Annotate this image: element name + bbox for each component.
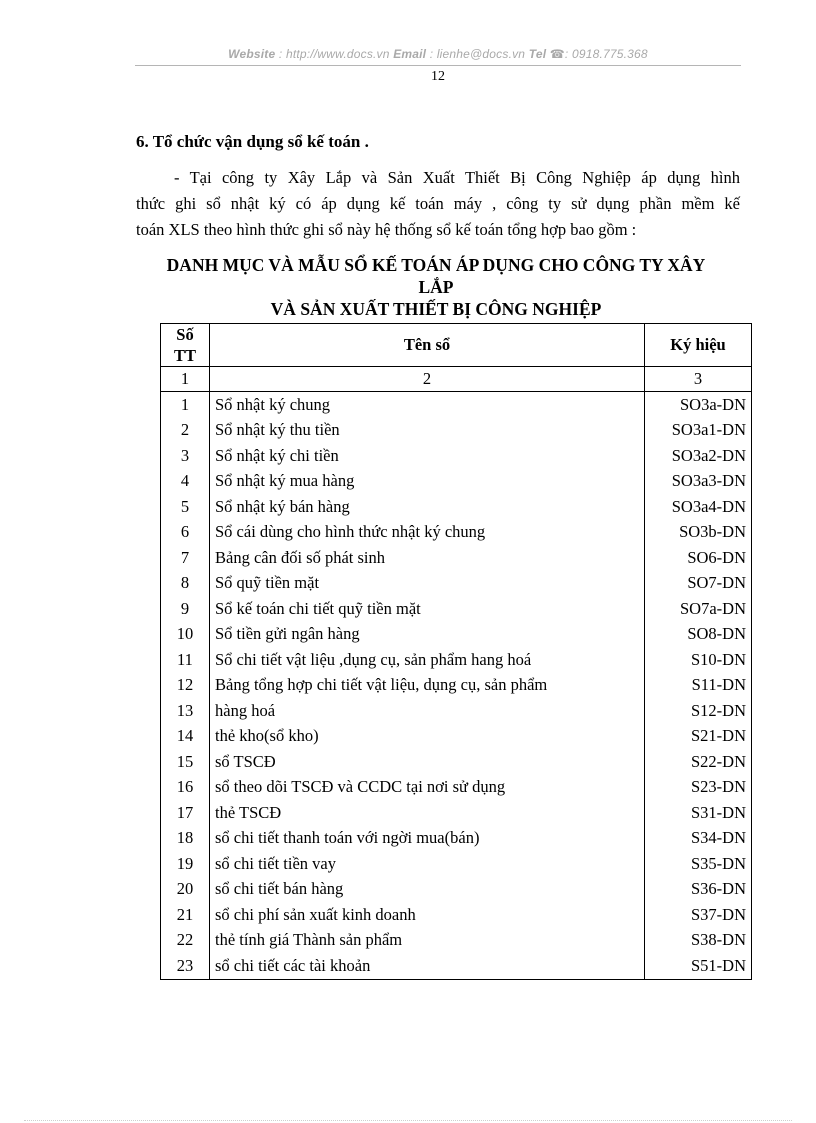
table-row	[161, 928, 752, 954]
catalog-title-line: VÀ SẢN XUẤT THIẾT BỊ CÔNG NGHIỆP	[270, 299, 602, 319]
column-index-cell: 1	[161, 367, 210, 392]
ledger-code-cell: S38-DN	[645, 928, 752, 954]
table-row	[161, 775, 752, 801]
tel-label: Tel	[528, 47, 547, 61]
ledger-name-cell: Sổ chi tiết vật liệu ,dụng cụ, sản phẩm hang hoá	[210, 647, 645, 673]
ledger-name-cell: Sổ cái dùng cho hình thức nhật ký chung	[210, 520, 645, 546]
header-divider	[135, 65, 741, 66]
ledger-code-cell: S10-DN	[645, 647, 752, 673]
page-header	[135, 47, 741, 61]
ledger-name-cell: thẻ TSCĐ	[210, 800, 645, 826]
ledger-name-cell: sổ chi phí sản xuất kinh doanh	[210, 902, 645, 928]
row-number-cell: 10	[161, 622, 210, 648]
ledger-name-cell: sổ TSCĐ	[210, 749, 645, 775]
ledger-name-cell: Sổ quỹ tiền mặt	[210, 571, 645, 597]
row-number-cell: 2	[161, 418, 210, 444]
ledger-code-cell: SO3a1-DN	[645, 418, 752, 444]
table-row	[161, 443, 752, 469]
ledger-name-cell: sổ chi tiết bán hàng	[210, 877, 645, 903]
row-number-cell: 16	[161, 775, 210, 801]
ledger-code-cell: SO7a-DN	[645, 596, 752, 622]
ledger-code-cell: S21-DN	[645, 724, 752, 750]
row-number-cell: 9	[161, 596, 210, 622]
row-number-cell: 12	[161, 673, 210, 699]
column-index-cell: 3	[645, 367, 752, 392]
row-number-cell: 6	[161, 520, 210, 546]
ledger-name-cell: Bảng cân đối số phát sinh	[210, 545, 645, 571]
footer-divider	[24, 1120, 792, 1121]
ledger-code-cell: SO7-DN	[645, 571, 752, 597]
table-row	[161, 800, 752, 826]
table-body	[161, 367, 752, 980]
ledger-code-cell: SO8-DN	[645, 622, 752, 648]
email-value: : lienhe@docs.vn	[429, 47, 526, 61]
ledger-name-cell: Sổ tiền gửi ngân hàng	[210, 622, 645, 648]
column-header-name: Tên sổ	[210, 324, 645, 367]
section-title: 6. Tổ chức vận dụng sổ kế toán .	[136, 132, 369, 151]
table-row	[161, 698, 752, 724]
row-number-cell: 4	[161, 469, 210, 495]
ledger-code-cell: S36-DN	[645, 877, 752, 903]
paragraph-line: - Tại công ty Xây Lắp và Sản Xuất Thiết Bị Công Nghiệp áp dụng hình	[174, 168, 740, 187]
row-number-cell: 14	[161, 724, 210, 750]
ledger-code-cell: S34-DN	[645, 826, 752, 852]
tel-value: ☎: 0918.775.368	[549, 47, 648, 61]
ledger-code-cell: S51-DN	[645, 953, 752, 979]
intro-paragraph	[136, 165, 740, 243]
table-row	[161, 494, 752, 520]
row-number-cell: 18	[161, 826, 210, 852]
ledger-name-cell: Sổ nhật ký chung	[210, 392, 645, 418]
column-index-cell: 2	[210, 367, 645, 392]
table-header-row	[161, 324, 752, 367]
column-index-row	[161, 367, 752, 392]
row-number-cell: 15	[161, 749, 210, 775]
row-number-cell: 23	[161, 953, 210, 979]
ledger-code-cell: SO3b-DN	[645, 520, 752, 546]
website-value: : http://www.docs.vn	[278, 47, 390, 61]
ledger-name-cell: sổ chi tiết tiền vay	[210, 851, 645, 877]
ledger-name-cell: Sổ nhật ký chi tiền	[210, 443, 645, 469]
ledger-code-cell: SO3a4-DN	[645, 494, 752, 520]
ledger-code-cell: SO6-DN	[645, 545, 752, 571]
table-row	[161, 622, 752, 648]
table-row	[161, 851, 752, 877]
catalog-title-line: LẮP	[418, 277, 454, 297]
ledger-name-cell: thẻ kho(sổ kho)	[210, 724, 645, 750]
table-row	[161, 724, 752, 750]
table-row	[161, 826, 752, 852]
ledger-code-cell: S12-DN	[645, 698, 752, 724]
row-number-cell: 3	[161, 443, 210, 469]
column-header-no-line1: Số	[176, 325, 194, 344]
column-header-code: Ký hiệu	[645, 324, 752, 367]
column-header-no-line2: TT	[173, 346, 196, 365]
table-row	[161, 673, 752, 699]
ledger-name-cell: Sổ nhật ký mua hàng	[210, 469, 645, 495]
ledger-code-cell: SO3a3-DN	[645, 469, 752, 495]
table-row	[161, 469, 752, 495]
table-row	[161, 877, 752, 903]
website-label: Website	[228, 47, 276, 61]
catalog-title	[130, 254, 742, 320]
ledger-code-cell: SO3a-DN	[645, 392, 752, 418]
ledger-code-cell: SO3a2-DN	[645, 443, 752, 469]
table-row	[161, 545, 752, 571]
row-number-cell: 8	[161, 571, 210, 597]
ledger-name-cell: thẻ tính giá Thành sản phẩm	[210, 928, 645, 954]
row-number-cell: 19	[161, 851, 210, 877]
paragraph-line: thức ghi sổ nhật ký có áp dụng kế toán máy , công ty sử dụng phần mềm kế	[136, 194, 740, 213]
ledger-code-cell: S31-DN	[645, 800, 752, 826]
catalog-title-line: DANH MỤC VÀ MẪU SỔ KẾ TOÁN ÁP DỤNG CHO CÔNG TY XÂY	[166, 255, 706, 275]
ledger-name-cell: Bảng tổng hợp chi tiết vật liệu, dụng cụ, sản phẩm	[210, 673, 645, 699]
ledger-code-cell: S23-DN	[645, 775, 752, 801]
table-row	[161, 418, 752, 444]
row-number-cell: 17	[161, 800, 210, 826]
ledger-name-cell: Sổ nhật ký bán hàng	[210, 494, 645, 520]
table-row	[161, 953, 752, 979]
table-row	[161, 596, 752, 622]
row-number-cell: 21	[161, 902, 210, 928]
row-number-cell: 1	[161, 392, 210, 418]
table-row	[161, 749, 752, 775]
ledger-name-cell: sổ theo dõi TSCĐ và CCDC tại nơi sử dụng	[210, 775, 645, 801]
page-number: 12	[431, 69, 445, 84]
ledger-name-cell: Sổ kế toán chi tiết quỹ tiền mặt	[210, 596, 645, 622]
ledger-catalog-table	[160, 323, 752, 980]
row-number-cell: 20	[161, 877, 210, 903]
email-label: Email	[393, 47, 427, 61]
paragraph-line: toán XLS theo hình thức ghi sổ này hệ thống sổ kế toán tổng hợp bao gồm :	[136, 220, 637, 239]
ledger-name-cell: hàng hoá	[210, 698, 645, 724]
column-header-no	[161, 324, 210, 367]
table-row	[161, 571, 752, 597]
ledger-code-cell: S35-DN	[645, 851, 752, 877]
ledger-name-cell: sổ chi tiết các tài khoản	[210, 953, 645, 979]
row-number-cell: 22	[161, 928, 210, 954]
ledger-name-cell: Sổ nhật ký thu tiền	[210, 418, 645, 444]
row-number-cell: 5	[161, 494, 210, 520]
ledger-code-cell: S22-DN	[645, 749, 752, 775]
ledger-code-cell: S37-DN	[645, 902, 752, 928]
ledger-code-cell: S11-DN	[645, 673, 752, 699]
ledger-name-cell: sổ chi tiết thanh toán với ngời mua(bán)	[210, 826, 645, 852]
row-number-cell: 11	[161, 647, 210, 673]
table-row	[161, 520, 752, 546]
row-number-cell: 7	[161, 545, 210, 571]
table-row	[161, 647, 752, 673]
table-row	[161, 902, 752, 928]
row-number-cell: 13	[161, 698, 210, 724]
table-row	[161, 392, 752, 418]
